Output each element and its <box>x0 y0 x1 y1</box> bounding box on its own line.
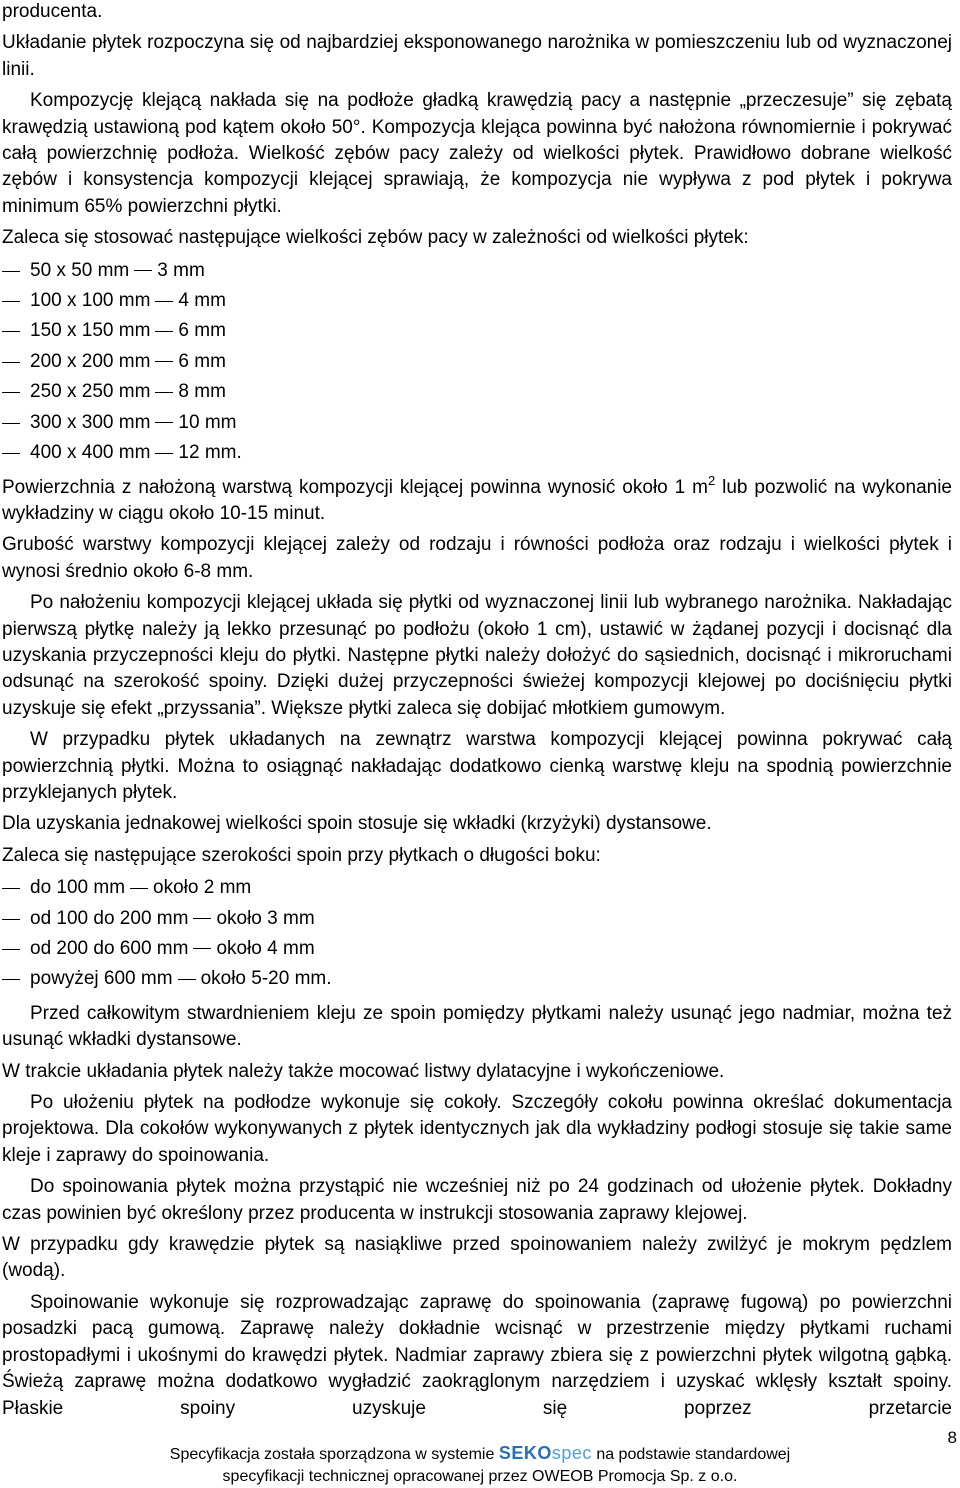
paragraph: Zaleca się następujące szerokości spoin przy płytkach o długości boku: <box>2 844 601 866</box>
list-item: do 100 mm około 2 mm <box>2 873 952 903</box>
page-number: 8 <box>947 1428 957 1447</box>
paragraph: Po nałożeniu kompozycji klejącej układa się płytki od wyznaczonej linii lub wybranego narożnika. Nakładając pierwszą płytkę należy ją lekko przesunąć po podłożu (około 1 cm), ustawić w żądanej pozycji i docisnąć dla uzyskania przyczepności kleju do płytki. Następne płytki należy dołożyć do sąsiednich, docisnąć i mikroruchami odsunąć na szerokość spoiny. Dzięki dużej przyczepności świeżej kompozycji klejowej po dociśnięciu płytki uzyskuje się efekt „przyssania”. Większe płytki zaleca się dobijać młotkiem gumowym. <box>2 592 952 719</box>
list-item: 200 x 200 mm 6 mm <box>2 347 952 377</box>
paragraph: Grubość warstwy kompozycji klejącej zależy od rodzaju i równości podłoża oraz rodzaju i wielkości płytek i wynosi średnio około 6-8 mm. <box>2 534 952 582</box>
paragraph: Dla uzyskania jednakowej wielkości spoin stosuje się wkładki (krzyżyki) dystansowe. <box>2 813 712 835</box>
paragraph: Zaleca się stosować następujące wielkości zębów pacy w zależności od wielkości płytek: <box>2 227 749 249</box>
page-footer <box>0 1442 960 1488</box>
paragraph: Powierzchnia z nałożoną warstwą kompozycji klejącej powinna wynosić około 1 $m^2$ lub pozwolić na wykonanie wykładziny w ciągu około 10-15 minut. <box>2 472 952 524</box>
paragraph: Przed całkowitym stwardnieniem kleju ze spoin pomiędzy płytkami należy usunąć jego nadmiar, można też usunąć wkładki dystansowe. <box>2 1002 952 1051</box>
paragraph: Kompozycję klejącą nakłada się na podłoże gładką krawędzią pacy a następnie „przeczesuje” się zębatą krawędzią ustawioną pod kątem około 50°. Kompozycja klejąca powinna być nałożona równomiernie i pokrywać całą powierzchnię podłoża. Wielkość zębów pacy zależy od wielkości płytek. Prawidłowo dobrane wielkość zębów i konsystencja kompozycji klejącej sprawiają, że kompozycja nie wypływa z pod płytek i pokrywa minimum 65% powierzchni płytki. <box>2 90 952 217</box>
list-item: 250 x 250 mm 8 mm <box>2 377 952 407</box>
paragraph: producenta. <box>2 1 103 22</box>
list-item: 50 x 50 mm 3 mm <box>2 256 952 286</box>
list-item: 300 x 300 mm 10 mm <box>2 408 952 438</box>
paragraph: Układanie płytek rozpoczyna się od najbardziej eksponowanego narożnika w pomieszczeniu lub od wyznaczonej linii. <box>2 32 952 80</box>
list-item: od 100 do 200 mm około 3 mm <box>2 904 952 934</box>
list-item: od 200 do 600 mm około 4 mm <box>2 934 952 964</box>
tooth-size-list <box>2 256 952 469</box>
list-item: 100 x 100 mm 4 mm <box>2 286 952 316</box>
footer-line-1: Specyfikacja została sporządzona w systemie SEKOspec na podstawie standardowej <box>169 1443 791 1463</box>
paragraph: W trakcie układania płytek należy także mocować listwy dylatacyjne i wykończeniowe. <box>2 1060 725 1082</box>
paragraph: W przypadku gdy krawędzie płytek są nasiąkliwe przed spoinowaniem należy zwilżyć je mokrym pędzlem (wodą). <box>2 1234 952 1282</box>
list-item: 400 x 400 mm 12 mm. <box>2 438 952 468</box>
document-page <box>2 0 952 1422</box>
list-item: 150 x 150 mm 6 mm <box>2 316 952 346</box>
paragraph: Spoinowanie wykonuje się rozprowadzając zaprawę do spoinowania (zaprawę fugową) po powierzchni posadzki pacą gumową. Zaprawę należy dokładnie wcisnąć w przestrzenie między płytkami ruchami prostopadłymi i ukośnymi do krawędzi płytek. Nadmiar zaprawy zbiera się z powierzchni płytek wilgotną gąbką. Świeżą zaprawę można dodatkowo wygładzić zaokrąglonym narzędziem i uzyskać wklęsły kształt spoiny. Płaskie spoiny uzyskuje się poprzez przetarcie <box>2 1291 952 1419</box>
paragraph: W przypadku płytek układanych na zewnątrz warstwa kompozycji klejącej powinna pokrywać całą powierzchnią płytki. Można to osiągnąć nakładając dodatkowo cienką warstwę kleju na spodnią powierzchnie przyklejanych płytek. <box>2 729 952 803</box>
joint-width-list <box>2 873 952 995</box>
sekospec-logo: SEKOspec <box>498 1443 592 1463</box>
list-item: powyżej 600 mm około 5-20 mm. <box>2 964 952 994</box>
footer-line-2: specyfikacji technicznej opracowanej przez OWEOB Promocja Sp. z o.o. <box>222 1468 738 1485</box>
paragraph: Po ułożeniu płytek na podłodze wykonuje się cokoły. Szczegóły cokołu powinna określać dokumentacja projektowa. Dla cokołów wykonywanych z płytek identycznych jak dla wykładziny podłogi stosuje się takie same kleje i zaprawy do spoinowania. <box>2 1092 952 1166</box>
paragraph: Do spoinowania płytek można przystąpić nie wcześniej niż po 24 godzinach od ułożenie płytek. Dokładny czas powinien być określony przez producenta w instrukcji stosowania zaprawy klejowej. <box>2 1176 952 1224</box>
